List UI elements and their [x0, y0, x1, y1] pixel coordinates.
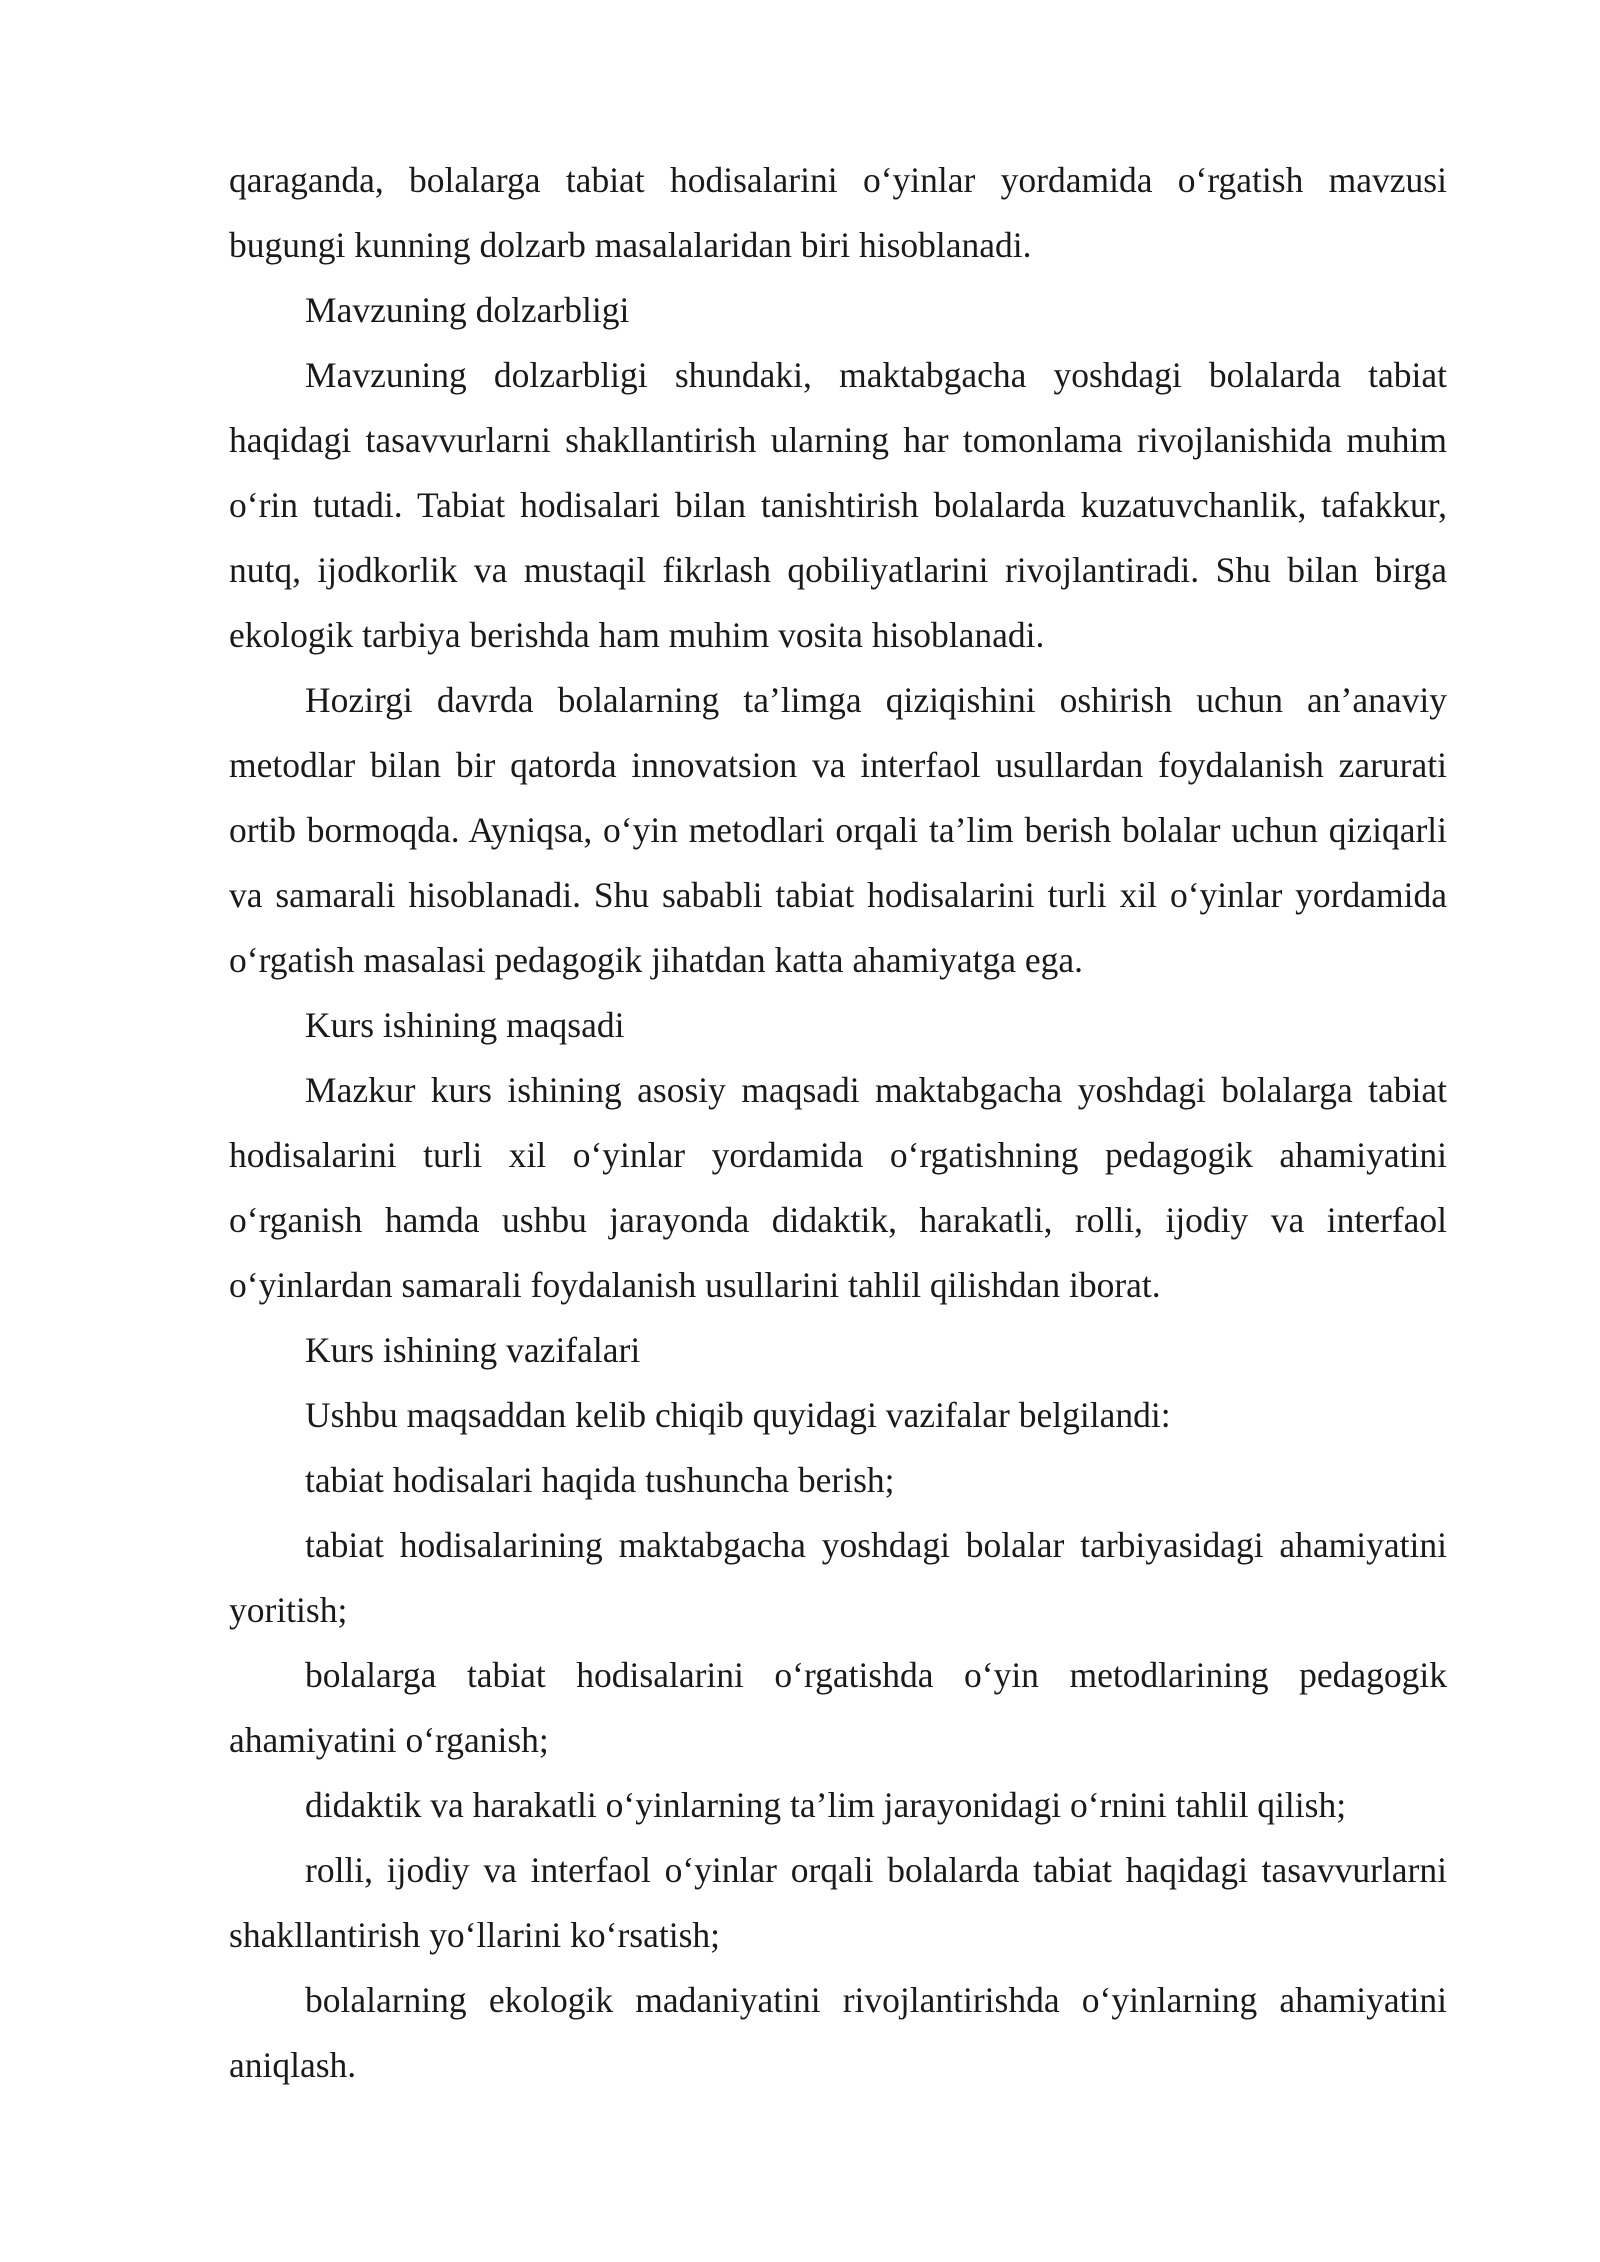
task-item: didaktik va harakatli o‘yinlarning ta’lim jarayonidagi o‘rnini tahlil qilish; — [305, 1785, 1347, 1825]
paragraph-modern-methods: Hozirgi davrda bolalarning ta’limga qiziqishini oshirish uchun an’anaviy metodlar bilan bir qatorda innovatsion va interfaol usullardan foydalanish zarurati ortib bormoqda. Ayniqsa, o‘yin metodlari orqali ta’lim berish bolalar uchun qiziqarli va samarali hisoblanadi. Shu sababli tabiat hodisalarini turli xil o‘yinlar yordamida o‘rgatish masalasi pedagogik jihatdan katta ahamiyatga ega. — [229, 680, 1447, 980]
task-item: bolalarga tabiat hodisalarini o‘rgatishda o‘yin metodlarining pedagogik ahamiyatini o‘rganish; — [229, 1655, 1447, 1760]
paragraph-goal: Mazkur kurs ishining asosiy maqsadi maktabgacha yoshdagi bolalarga tabiat hodisalarini turli xil o‘yinlar yordamida o‘rgatishning pedagogik ahamiyatini o‘rganish hamda ushbu jarayonda didaktik, harakatli, rolli, ijodiy va interfaol o‘yinlardan samarali foydalanish usullarini tahlil qilishdan iborat. — [229, 1070, 1447, 1305]
paragraph-relevance: Mavzuning dolzarbligi shundaki, maktabgacha yoshdagi bolalarda tabiat haqidagi tasavvurlarni shakllantirish ularning har tomonlama rivojlanishida muhim o‘rin tutadi. Tabiat hodisalari bilan tanishtirish bolalarda kuzatuvchanlik, tafakkur, nutq, ijodkorlik va mustaqil fikrlash qobiliyatlarini rivojlantiradi. Shu bilan birga ekologik tarbiya berishda ham muhim vosita hisoblanadi. — [229, 355, 1447, 655]
task-item: bolalarning ekologik madaniyatini rivojlantirishda o‘yinlarning ahamiyatini aniqlash. — [229, 1980, 1447, 2085]
paragraph-tasks-intro: Ushbu maqsaddan kelib chiqib quyidagi vazifalar belgilandi: — [305, 1395, 1171, 1435]
task-item: rolli, ijodiy va interfaol o‘yinlar orqali bolalarda tabiat haqidagi tasavvurlarni shakllantirish yo‘llarini ko‘rsatish; — [229, 1850, 1447, 1955]
section-heading-relevance: Mavzuning dolzarbligi — [305, 290, 630, 330]
document-body — [229, 148, 1447, 2098]
task-item: tabiat hodisalari haqida tushuncha berish; — [305, 1460, 895, 1500]
task-item: tabiat hodisalarining maktabgacha yoshdagi bolalar tarbiyasidagi ahamiyatini yoritish; — [229, 1525, 1447, 1630]
paragraph-intro-continuation: qaraganda, bolalarga tabiat hodisalarini o‘yinlar yordamida o‘rgatish mavzusi bugungi kunning dolzarb masalalaridan biri hisoblanadi. — [229, 160, 1447, 265]
section-heading-tasks: Kurs ishining vazifalari — [305, 1330, 641, 1370]
section-heading-goal: Kurs ishining maqsadi — [305, 1005, 625, 1045]
